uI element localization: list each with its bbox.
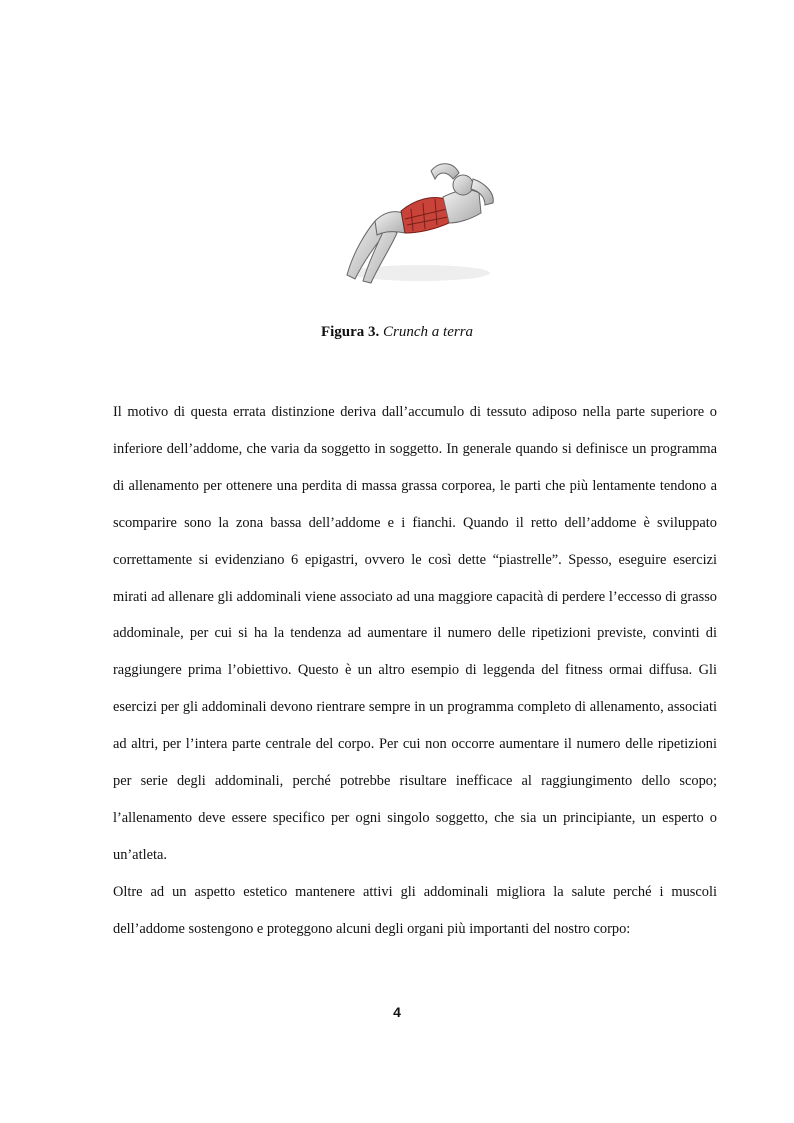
figure-caption-label: Figura 3. (320, 324, 380, 340)
body-text (113, 394, 717, 948)
page-number: 4 (393, 1004, 401, 1020)
crunch-illustration-icon (335, 153, 505, 298)
figure-caption-text: Crunch a terra (383, 324, 474, 340)
crunch-figure-image (335, 153, 505, 298)
paragraph-2: Oltre ad un aspetto estetico mantenere attivi gli addominali migliora la salute perché i muscoli dell’addome sostengono e proteggono alcuni degli organi più importanti del nostro corpo: (113, 883, 717, 937)
paragraph-1: Il motivo di questa errata distinzione deriva dall’accumulo di tessuto adiposo nella parte superiore o inferiore dell’addome, che varia da soggetto in soggetto. In generale quando si definisce un programma di allenamento per ottenere una perdita di massa grassa corporea, le parti che più lentamente tendono a scomparire sono la zona bassa dell’addome e i fianchi. Quando il retto dell’addome è sviluppato correttamente si evidenziano 6 epigastri, ovvero le così dette “piastrelle”. Spesso, eseguire esercizi mirati ad allenare gli addominali viene associato ad una maggiore capacità di perdere l’eccesso di grasso addominale, per cui si ha la tendenza ad aumentare il numero delle ripetizioni previste, convinti di raggiungere prima l’obiettivo. Questo è un altro esempio di leggenda del fitness ormai diffusa. Gli esercizi per gli addominali devono rientrare sempre in un programma completo di allenamento, associati ad altri, per l’intera parte centrale del corpo. Per cui non occorre aumentare il numero delle ripetizioni per serie degli addominali, perché potrebbe risultare inefficace al raggiungimento dello scopo; l’allenamento deve essere specifico per ogni singolo soggetto, che sia un principiante, un esperto o un’atleta. (113, 404, 717, 863)
figure-caption (0, 322, 794, 342)
